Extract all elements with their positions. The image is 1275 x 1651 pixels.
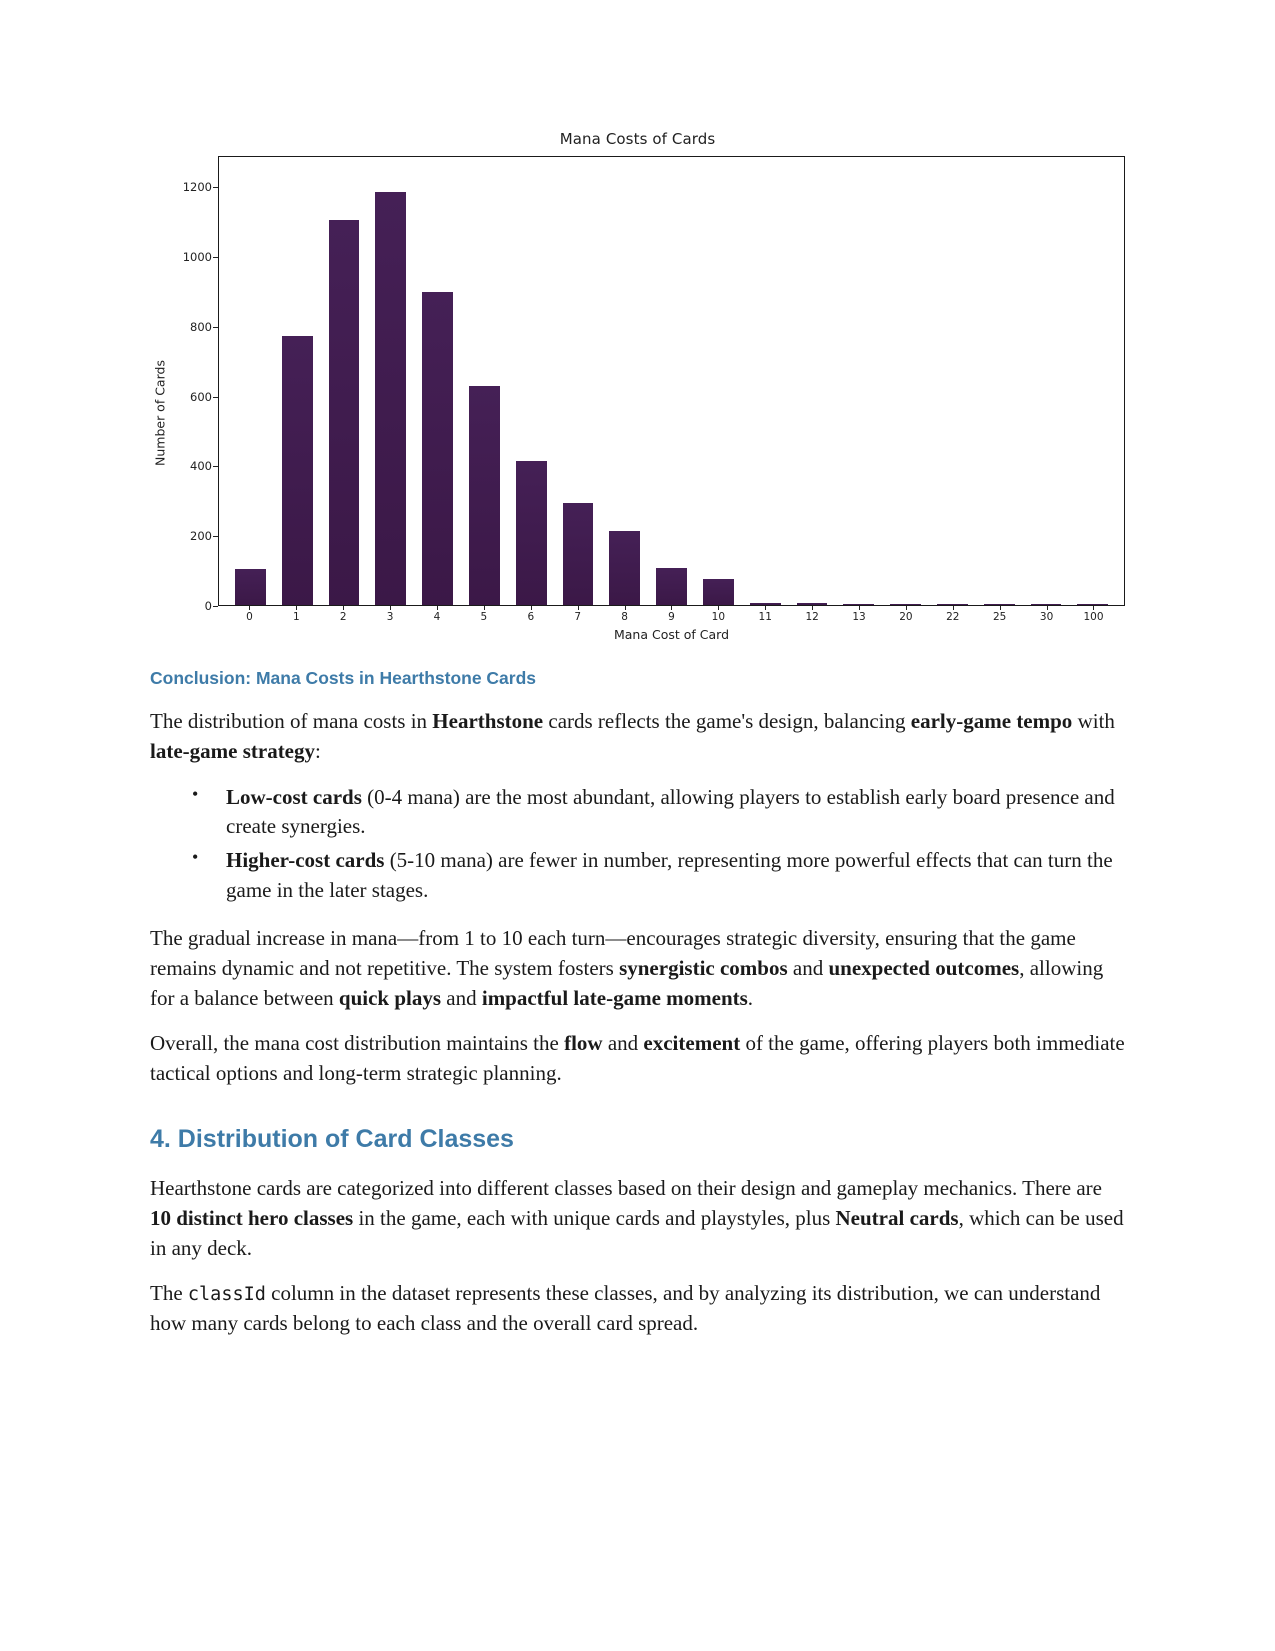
chart-x-axis-label: Mana Cost of Card [613, 627, 730, 642]
chart-bars [218, 156, 1125, 606]
bullet-list [150, 783, 1125, 906]
text-bold: unexpected outcomes [828, 955, 1020, 980]
text-bold: early-game tempo [910, 709, 1073, 733]
chart-x-tick-label: 5 [460, 606, 507, 623]
chart-x-tick-label: 8 [601, 606, 648, 623]
code-classid: classId [187, 1284, 266, 1306]
chart-y-axis-label: Number of Cards [152, 360, 168, 466]
chart-bar [843, 604, 874, 606]
paragraph-distribution [150, 707, 1125, 767]
text-bold: synergistic combos [619, 955, 788, 980]
chart-bar [656, 568, 687, 605]
paragraph-mana-increase [150, 924, 1125, 1013]
text-fragment: : [315, 738, 321, 763]
text-fragment: (5-10 mana) are fewer in number, representing more powerful effects that can turn the game in the later stages. [226, 848, 1113, 903]
text-fragment: . [747, 985, 754, 1010]
chart-bar [609, 531, 640, 605]
text-fragment: , which can be used in any deck. [150, 1205, 1124, 1260]
chart-bar [516, 461, 547, 605]
chart-x-tick-label: 11 [742, 606, 789, 623]
chart-bar [750, 603, 781, 605]
chart-bar [375, 192, 406, 605]
text-fragment: column in the dataset represents these classes, and by analyzing its distribution, we can understand how many cards belong to each class and the overall card spread. [150, 1281, 1101, 1336]
chart-bar [235, 569, 266, 605]
chart-x-tick-label: 3 [367, 606, 414, 623]
chart-bar [937, 604, 968, 606]
conclusion-heading: Conclusion: Mana Costs in Hearthstone Cards [150, 668, 537, 688]
chart-bar-slot [882, 157, 929, 605]
text-bold: Hearthstone [432, 709, 544, 733]
mana-cost-chart [150, 130, 1125, 642]
text-bold: late-game strategy [150, 738, 316, 763]
chart-x-tick-label: 100 [1070, 606, 1117, 623]
chart-bar [469, 386, 500, 605]
chart-y-tick-label: 1000 [183, 250, 212, 264]
section-heading: 4. Distribution of Card Classes [150, 1124, 514, 1153]
chart-bar-slot [835, 157, 882, 605]
chart-bar-slot [414, 157, 461, 605]
chart-bar-slot [321, 157, 368, 605]
chart-bar-slot [976, 157, 1023, 605]
chart-bar-slot [601, 157, 648, 605]
chart-x-tick-label: 4 [414, 606, 461, 623]
chart-x-axis-ticks [218, 606, 1125, 623]
chart-x-tick-label: 20 [882, 606, 929, 623]
chart-bar-slot [274, 157, 321, 605]
text-fragment: and [602, 1031, 644, 1056]
text-fragment: , allowing for a balance between [150, 955, 1104, 1010]
chart-bar-slot [1023, 157, 1070, 605]
chart-y-tick-label: 400 [190, 459, 212, 473]
paragraph-classes [150, 1174, 1125, 1263]
chart-bar [797, 603, 828, 605]
chart-x-tick-label: 12 [789, 606, 836, 623]
chart-y-axis-ticks [174, 156, 218, 613]
chart-bar [282, 336, 313, 605]
text-bold: quick plays [338, 985, 442, 1010]
chart-x-tick-label: 10 [695, 606, 742, 623]
text-bold: 10 distinct hero classes [150, 1205, 354, 1230]
text-fragment: and [441, 985, 482, 1010]
text-fragment: of the game, offering players both immediate tactical options and long-term strategic planning. [150, 1031, 1125, 1086]
text-fragment: Hearthstone cards are categorized into different classes based on their design and gameplay mechanics. There are [150, 1175, 1102, 1200]
text-fragment: The gradual increase in mana—from 1 to 10 each turn—encourages strategic diversity, ensuring that the game remains dynamic and not repetitive. The system fosters [150, 925, 1076, 980]
chart-y-tick-label: 1200 [183, 180, 212, 194]
paragraph-overall [150, 1029, 1125, 1089]
chart-bar-slot [367, 157, 414, 605]
chart-x-tick-label: 0 [226, 606, 273, 623]
chart-bar-slot [929, 157, 976, 605]
chart-bar [1031, 604, 1062, 606]
chart-bar [984, 604, 1015, 606]
chart-bar-slot [555, 157, 602, 605]
chart-bar [329, 220, 360, 605]
text-fragment: in the game, each with unique cards and playstyles, plus [353, 1205, 836, 1230]
chart-bar-slot [227, 157, 274, 605]
chart-y-tick-label: 0 [205, 599, 212, 613]
chart-bar-slot [742, 157, 789, 605]
chart-bar [703, 579, 734, 606]
text-bold: Neutral cards [835, 1205, 959, 1230]
text-fragment: cards reflects the game's design, balancing [543, 709, 911, 733]
chart-plot-area [150, 156, 1125, 642]
chart-bar [422, 292, 453, 605]
chart-bar-slot [508, 157, 555, 605]
text-bold: Low-cost cards [226, 784, 362, 809]
text-fragment: The [150, 1281, 188, 1306]
chart-x-tick-label: 13 [836, 606, 883, 623]
chart-x-tick-label: 6 [507, 606, 554, 623]
text-bold: excitement [643, 1031, 741, 1056]
document-body [150, 668, 1125, 1339]
paragraph-classid [150, 1279, 1125, 1339]
chart-x-tick-label: 1 [273, 606, 320, 623]
chart-bar-slot [461, 157, 508, 605]
chart-y-tick-label: 200 [190, 529, 212, 543]
text-bold: impactful late-game moments [481, 985, 748, 1010]
chart-x-tick-label: 25 [976, 606, 1023, 623]
text-fragment: and [787, 955, 829, 980]
text-fragment: Overall, the mana cost distribution maintains the [150, 1031, 565, 1056]
list-item [184, 846, 1125, 906]
chart-x-tick-label: 7 [554, 606, 601, 623]
chart-bar [890, 604, 921, 606]
chart-bar [1077, 604, 1108, 606]
chart-x-tick-label: 22 [929, 606, 976, 623]
chart-bar-slot [789, 157, 836, 605]
text-fragment: (0-4 mana) are the most abundant, allowing players to establish early board presence and create synergies. [226, 784, 1115, 839]
chart-x-tick-label: 9 [648, 606, 695, 623]
text-fragment: with [1072, 709, 1115, 733]
chart-title: Mana Costs of Cards [559, 130, 716, 148]
chart-x-tick-label: 2 [320, 606, 367, 623]
chart-y-tick-label: 600 [190, 390, 212, 404]
text-bold: flow [564, 1031, 603, 1056]
list-item [184, 783, 1125, 843]
chart-canvas [218, 156, 1125, 642]
chart-y-tick-label: 800 [190, 320, 212, 334]
text-fragment: The distribution of mana costs in [150, 709, 433, 733]
chart-bar-slot [695, 157, 742, 605]
chart-bar-slot [648, 157, 695, 605]
chart-bar [563, 503, 594, 605]
text-bold: Higher-cost cards [226, 848, 385, 873]
chart-x-tick-label: 30 [1023, 606, 1070, 623]
chart-bar-slot [1069, 157, 1116, 605]
